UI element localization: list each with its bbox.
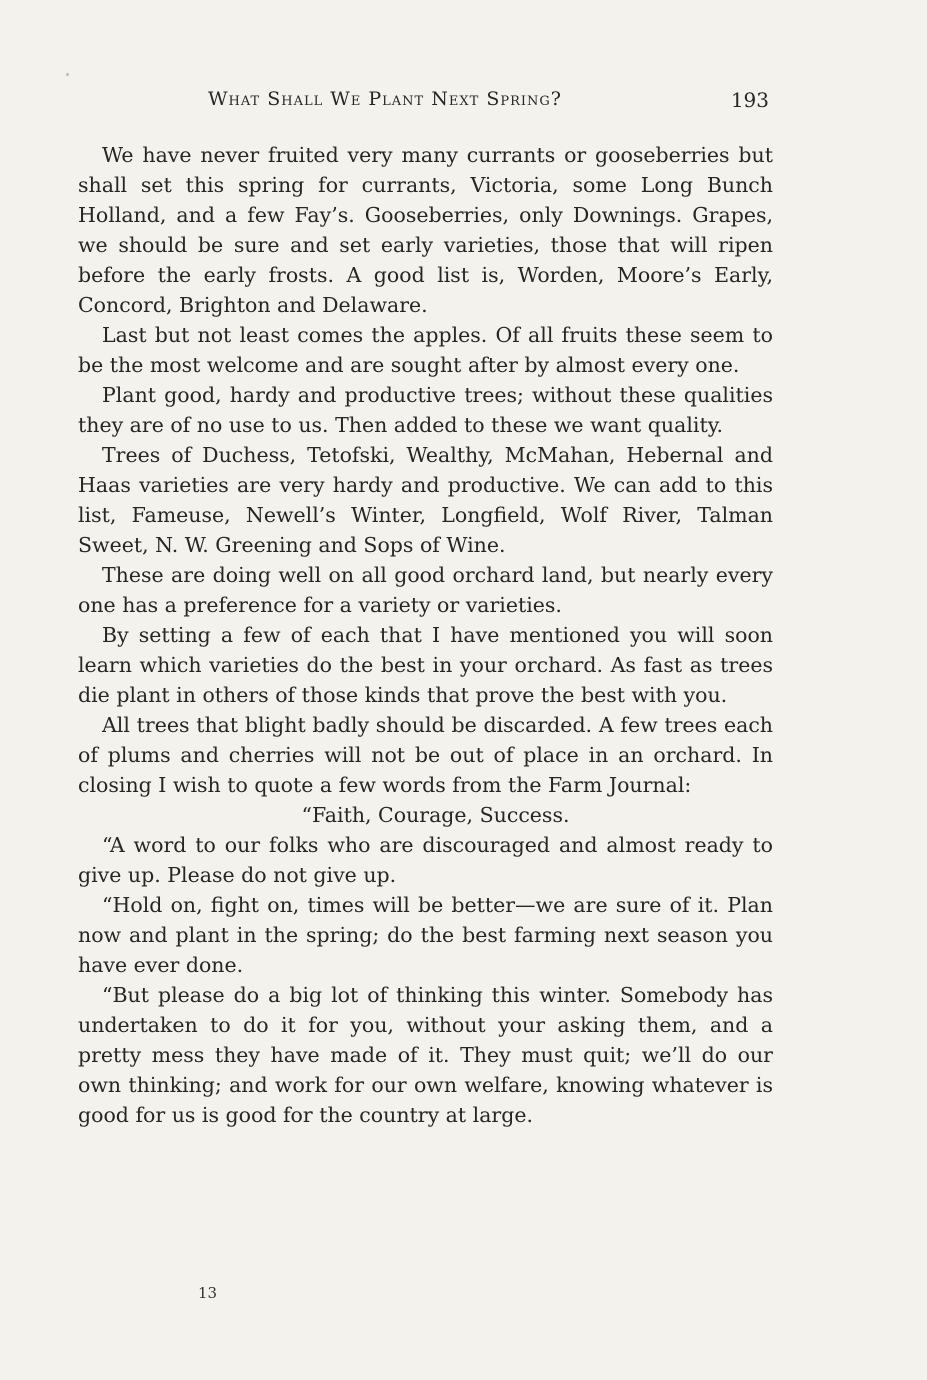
page-header <box>78 88 769 114</box>
paper-speck <box>66 73 69 76</box>
paragraph-varieties: Trees of Duchess, Tetofski, Wealthy, McMahan, Hebernal and Haas varieties are very hardy and productive. We can add to this list, Fameuse, Newell’s Winter, Longfield, Wolf River, Talman Sweet, N. W. Greening and Sops of Wine. <box>78 443 773 557</box>
paragraph-currants-grapes: We have never fruited very many currants or gooseberries but shall set this spring for currants, Victoria, some Long Bunch Holland, and a few Fay’s. Gooseberries, only Downings. Grapes, we should be sure and set early varieties, those that will ripen before the early frosts. A good list is, Worden, Moore’s Early, Concord, Brighton and Delaware. <box>78 143 773 317</box>
paragraph-blight: All trees that blight badly should be discarded. A few trees each of plums and cherries will not be out of place in an orchard. In closing I wish to quote a few words from the Farm Journal: <box>78 713 773 797</box>
quote-paragraph-thinking: “But please do a big lot of thinking this winter. Somebody has undertaken to do it for you, without your asking them, and a pretty mess they have made of it. They must quit; we’ll do our own thinking; and work for our own welfare, knowing whatever is good for us is good for the country at large. <box>78 983 773 1127</box>
signature-mark: 13 <box>198 1284 218 1302</box>
quote-paragraph-discouraged: “A word to our folks who are discouraged and almost ready to give up. Please do not give up. <box>78 833 773 887</box>
body-text <box>78 140 773 1130</box>
paragraph-apples: Last but not least comes the apples. Of all fruits these seem to be the most welcome and are sought after by almost every one. <box>78 323 773 377</box>
running-head: What Shall We Plant Next Spring? <box>208 88 562 110</box>
paragraph-orchard-land: These are doing well on all good orchard land, but nearly every one has a preference for a variety or varieties. <box>78 563 773 617</box>
page-number: 193 <box>730 88 769 112</box>
quote-paragraph-hold-on: “Hold on, fight on, times will be better—we are sure of it. Plan now and plant in the spring; do the best farming next season you have ever done. <box>78 893 773 977</box>
paragraph-hardy-trees: Plant good, hardy and productive trees; without these qualities they are of no use to us. Then added to these we want quality. <box>78 383 773 437</box>
quote-title: “Faith, Courage, Success. <box>301 803 570 827</box>
paragraph-setting-few: By setting a few of each that I have mentioned you will soon learn which varieties do the best in your orchard. As fast as trees die plant in others of those kinds that prove the best with you. <box>78 623 773 707</box>
